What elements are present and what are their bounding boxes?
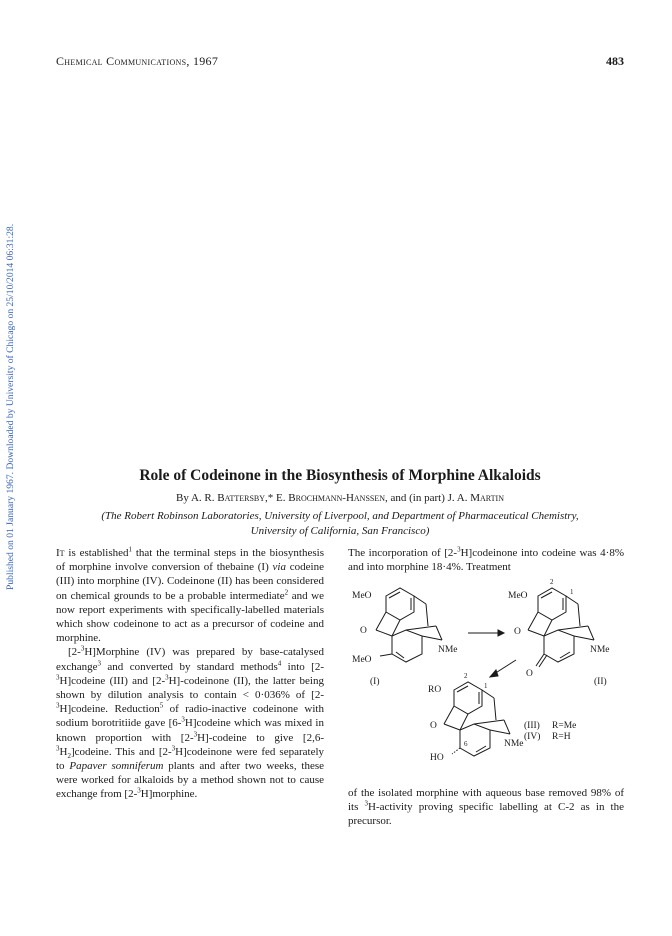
isotope-sup: 3 xyxy=(80,644,85,653)
text-run: that the terminal steps in the biosynthesis of morphine involve conversion of thebaine (I) xyxy=(56,547,324,574)
affiliation xyxy=(56,509,624,539)
text-run: ]codeine. This and [2- xyxy=(70,745,172,758)
article-title: Role of Codeinone in the Biosynthesis of Morphine Alkaloids xyxy=(139,467,541,484)
paragraph-3 xyxy=(348,546,624,574)
text-run: H]-codeinone (II), the latter being shown by dilution analysis to contain < 0·036% of [2- xyxy=(56,674,324,702)
structure-codeinone xyxy=(528,588,594,667)
authors-mid: E. xyxy=(276,492,286,504)
position-2: 2 xyxy=(464,672,468,680)
affiliation-line-1: (The Robert Robinson Laboratories, University of Liverpool, and Department of Pharmaceutical Chemistry, xyxy=(101,510,579,522)
nme-label: NMe xyxy=(438,645,458,655)
text-run: H]codeine (III) and [2- xyxy=(59,674,166,687)
isotope-sup: 3 xyxy=(56,673,60,682)
arrowhead xyxy=(498,630,504,636)
author-battersby: Battersby, xyxy=(217,492,268,504)
compound-label-ii: (II) xyxy=(594,677,607,687)
journal-header: Chemical Communications, 1967 xyxy=(56,54,219,68)
text-run: H]-codeine to give [2,6- xyxy=(197,731,324,744)
text-run: H]codeinone were fed separately to xyxy=(56,745,325,773)
authors-part: and (in part) J. A. xyxy=(390,492,468,504)
paragraph-1 xyxy=(56,546,324,645)
ref-4[interactable]: 4 xyxy=(277,658,282,667)
ro-label: RO xyxy=(428,685,442,695)
isotope-sup: 3 xyxy=(457,545,461,554)
right-column-top xyxy=(348,546,624,574)
text-run: of radio-inactive codeinone with sodium borotritiide gave [6- xyxy=(56,703,324,730)
text-run: and we now report experiments with specifically-labelled materials which show codeinone to act as a precursor of codeine and morphine. xyxy=(56,589,324,645)
r-h-label: R=H xyxy=(552,732,571,742)
text-run: H]Morphine (IV) was prepared by base-catalysed exchange xyxy=(56,646,324,673)
right-column-bottom xyxy=(348,786,624,829)
reaction-scheme xyxy=(340,578,630,786)
author-martin: Martin xyxy=(470,492,504,504)
compound-label-iii: (III) xyxy=(524,721,540,731)
isotope-sup: 3 xyxy=(56,701,60,710)
ketone-o-label: O xyxy=(526,669,533,679)
ref-2[interactable]: 2 xyxy=(284,587,289,596)
o-label: O xyxy=(360,626,367,636)
text-run: The incorporation of [2- xyxy=(348,547,458,559)
left-column xyxy=(56,546,324,802)
ref-1[interactable]: 1 xyxy=(128,545,132,554)
o-label: O xyxy=(430,721,437,731)
isotope-sup: 3 xyxy=(171,744,176,753)
position-2: 2 xyxy=(550,578,554,586)
download-watermark-text: Published on 01 January 1967. Downloaded by University of Chicago on 25/10/2014 06:31:28. xyxy=(5,223,16,590)
r-me-label: R=Me xyxy=(552,721,577,731)
position-1: 1 xyxy=(484,682,488,690)
compound-label-i: (I) xyxy=(370,677,380,687)
text-run: H-activity proving specific labelling at C-2 as in the precursor. xyxy=(348,801,624,828)
nme-label: NMe xyxy=(590,645,610,655)
structure-codeine-morphine xyxy=(444,682,510,756)
text-run: H xyxy=(59,745,68,758)
subscript: 2 xyxy=(67,752,71,761)
text-run: into [2- xyxy=(281,660,324,673)
structure-thebaine xyxy=(376,588,442,662)
position-6: 6 xyxy=(464,740,468,748)
text-run: H]morphine. xyxy=(140,788,198,801)
isotope-sup: 3 xyxy=(56,744,60,753)
arrowhead xyxy=(490,670,498,677)
position-1: 1 xyxy=(570,588,574,596)
corresponding-mark: * xyxy=(267,492,274,504)
isotope-sup: 3 xyxy=(364,799,369,808)
text-run: H]codeine. Reduction xyxy=(59,703,160,716)
text-run: is established xyxy=(64,547,129,559)
author-line xyxy=(56,492,624,504)
arrow-down-left xyxy=(494,660,516,674)
affiliation-line-2: University of California, San Francisco) xyxy=(250,525,430,537)
paragraph-2 xyxy=(56,645,324,801)
meo-label: MeO xyxy=(352,655,372,665)
o-label: O xyxy=(514,627,521,637)
text-run: [2- xyxy=(68,646,81,659)
isotope-sup: 3 xyxy=(137,786,141,795)
author-brochmann-hanssen: Brochmann-Hanssen, xyxy=(288,492,388,504)
text-run: of the isolated morphine with aqueous base removed 98% of its xyxy=(348,787,624,814)
download-watermark xyxy=(2,150,18,590)
text-run: H]codeinone into codeine was 4·8% and into morphine 18·4%. Treatment xyxy=(348,547,624,574)
compound-label-iv: (IV) xyxy=(524,732,541,742)
ref-5[interactable]: 5 xyxy=(159,701,164,710)
nme-label: NMe xyxy=(504,739,524,749)
authors-by: By A. R. xyxy=(175,492,215,504)
ho-label: HO xyxy=(430,753,444,763)
meo-label: MeO xyxy=(508,591,528,601)
page-number: 483 xyxy=(606,54,624,68)
paragraph-4 xyxy=(348,786,624,829)
drop-lead: It xyxy=(56,547,65,559)
text-run: H]codeine which was mixed in known proportion with [2- xyxy=(56,717,324,744)
isotope-sup: 3 xyxy=(193,729,198,738)
text-run: codeine (III) into morphine (IV). Codeinone (II) has been considered on chemical grounds to be a probable intermediate xyxy=(56,561,324,602)
ref-3[interactable]: 3 xyxy=(97,658,102,667)
isotope-sup: 3 xyxy=(165,673,169,682)
via-italic: via xyxy=(272,561,286,574)
meo-label: MeO xyxy=(352,591,372,601)
isotope-sup: 3 xyxy=(181,715,185,724)
text-run: plants and after two weeks, these were worked for alkaloids by a method shown not to cause exchange from [2- xyxy=(56,760,324,801)
text-run: and converted by standard methods xyxy=(101,660,278,673)
species-name: Papaver somniferum xyxy=(69,760,164,773)
